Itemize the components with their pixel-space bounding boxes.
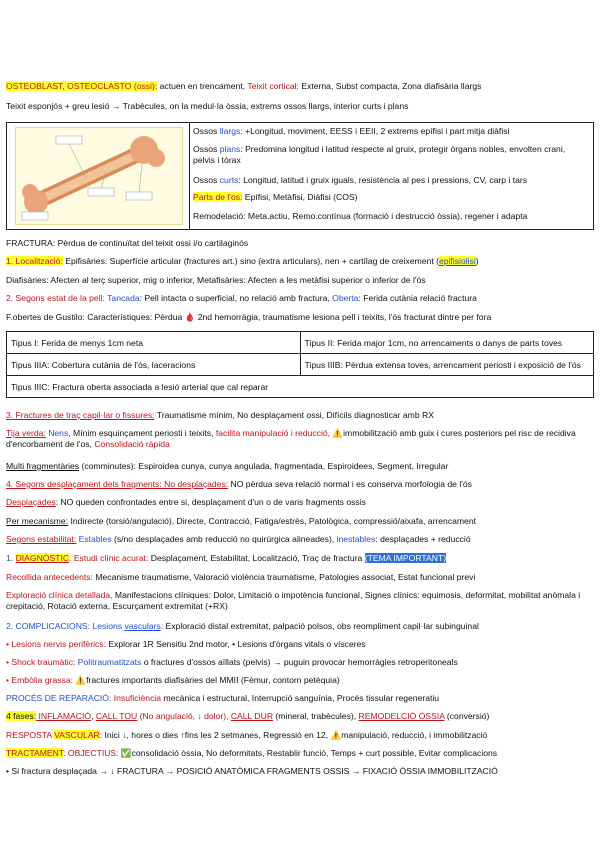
complications-line bbox=[6, 621, 594, 632]
bone-parts-row bbox=[193, 192, 589, 203]
embolism-line bbox=[6, 675, 594, 686]
immobilization-desc: immobilització amb guix i cures posteriors pel risc de recidiva d'encorbament de l'os, bbox=[6, 428, 576, 449]
hairline-term: 3. Fractures de traç capil·lar o fissures: bbox=[6, 410, 155, 420]
embolism-desc: fractures importants diafisàries del MMII (Fèmur, contorn petèquia) bbox=[86, 675, 340, 685]
phase-soft-callus: CALL TOU bbox=[95, 711, 138, 721]
history-line bbox=[6, 572, 594, 583]
treatment-desc: consolidació òssia, No deformitats, Restablir funció, Temps + curt possible, Evitar complicacions bbox=[131, 748, 498, 758]
objectives-term: : OBJECTIUS: bbox=[63, 748, 119, 758]
gustilo-term: F.obertes de Gustilo: Característiques: Pèrdua bbox=[6, 312, 185, 322]
shock-desc: o fractures d'ossos aïllats (pelvis) → puguin provocar hemorràgies retroperitoneals bbox=[141, 657, 458, 667]
diaphyseal-line: Diafisàries: Afecten al terç superior, mig o inferior, Metafisàries: Afecten a les metàfisi superior o inferior de l'ós bbox=[6, 275, 426, 285]
spongy-tissue-line: Teixit esponjós + greu lesió → Trabècules, on la medul·la òssia, extrems ossos llargs, interior curts i plans bbox=[6, 101, 409, 111]
cortical-desc: Externa, Subst compacta, Zona diafisària llargs bbox=[298, 81, 482, 91]
children-term: Nens bbox=[45, 428, 69, 438]
blood-drop-icon: 🩸 bbox=[184, 312, 196, 322]
insufficiency-term: Insuficiència bbox=[111, 693, 162, 703]
displaced-desc: : NO queden confrontades entre si, desplaçament d'un o de varis fragments ossis bbox=[55, 497, 366, 507]
long-bone-illustration bbox=[15, 127, 183, 225]
multifragment-desc: (comminutes): Espiroidea cunya, cunya angulada, fragmentada, Espiroidees, Segment, Irregular bbox=[79, 461, 449, 471]
box-divider bbox=[189, 123, 190, 229]
bone-icon bbox=[16, 128, 182, 224]
shock-term: • Shock traumàtic: bbox=[6, 657, 76, 667]
multifragment-term: Multi fragmentàries bbox=[6, 461, 80, 471]
treatment-line bbox=[6, 748, 594, 759]
vascular-term: vasculars bbox=[124, 621, 161, 631]
complications-term: 2. COMPLICACIONS: Lesions bbox=[6, 621, 125, 631]
examination-desc: Manifestacions clíniques: Dolor, Limitació o impotència funcional, Signes clínics: equimosis, deformitat, mobilitat anòmala i crepitació, Rotació externa, Escurçament extremitat (+RX) bbox=[6, 590, 581, 611]
treatment-term: TRACTAMENT bbox=[6, 748, 64, 758]
soft-callus-desc: (No angulació, ↓ dolor), bbox=[137, 711, 231, 721]
intro-line-osteoblast bbox=[6, 81, 594, 92]
history-term: Recollida antecedents: bbox=[6, 572, 93, 582]
remodeling-phase-desc: (conversió) bbox=[444, 711, 490, 721]
warning-icon: ⚠️ bbox=[73, 675, 87, 685]
stable-desc: (s/no desplaçades amb reducció no quirúrgica alineades), bbox=[111, 534, 337, 544]
examination-term: Exploració clínica detallada, bbox=[6, 590, 113, 600]
short-bones-row bbox=[193, 175, 589, 186]
polytrauma-term: Politraumatitzats bbox=[75, 657, 142, 667]
skin-state-line bbox=[6, 293, 594, 304]
long-bones-row bbox=[193, 126, 589, 137]
flat-bones-prefix: Ossos bbox=[193, 144, 220, 154]
diagnosis-number: 1. bbox=[6, 553, 16, 563]
stability-line bbox=[6, 534, 594, 545]
remodeling-desc: Meta.actiu, Remo.contínua (formació i destrucció òssia), regener i adapta bbox=[245, 211, 528, 221]
hairline-desc: Traumatisme mínim, No desplaçament ossi, Difícils diagnosticar amb RX bbox=[154, 410, 434, 420]
embolism-term: • Embòlia grassa: bbox=[6, 675, 74, 685]
vascular-response-term: VASCULAR bbox=[54, 730, 100, 740]
shock-line bbox=[6, 657, 594, 668]
phase-inflammation: INFLAMACIÓ bbox=[36, 711, 92, 721]
cortical-term: Teixit cortical: bbox=[247, 81, 299, 91]
repair-process-desc: mecànica i estructural, Interrupció sanguínia, Procés tissular regeneratiu bbox=[161, 693, 440, 703]
remodeling-term: Remodelació: bbox=[193, 211, 246, 221]
displacement-line bbox=[6, 479, 594, 490]
response-term: RESPOSTA bbox=[6, 730, 55, 740]
type-3b-cell: Tipus IIIB: Pèrdua extensa toves, arrencament periosti i exposició de l'ós bbox=[300, 354, 594, 376]
hard-callus-desc: (mineral, trabècules), bbox=[273, 711, 359, 721]
phase-remodeling: REMODELCIÓ ÒSSIA bbox=[358, 711, 445, 721]
open-desc: : Ferida cutània relació fractura bbox=[358, 293, 477, 303]
type-3a-cell: Tipus IIIA: Cobertura cutània de l'ós, laceracions bbox=[7, 354, 301, 376]
osteoblast-desc: actuen en trencament, bbox=[157, 81, 248, 91]
phase-hard-callus: CALL DUR bbox=[230, 711, 274, 721]
vascular-colon: : bbox=[160, 621, 164, 631]
short-bones-prefix: Ossos bbox=[193, 175, 220, 185]
mechanism-term: Per mecanisme: bbox=[6, 516, 69, 526]
clinical-study-term: : Estudi clínic acurat: bbox=[69, 553, 149, 563]
diagnosis-term: DIAGNÒSTIC bbox=[15, 553, 70, 563]
response-colon: : bbox=[99, 730, 103, 740]
type-1-cell: Tipus I: Ferida de menys 1cm neta bbox=[7, 332, 301, 354]
response-desc: Inici ↓, hores o dies ↑fins les 2 setmanes, Regressió en 12, bbox=[102, 730, 331, 740]
type-2-cell: Tipus II: Ferida major 1cm, no arrencaments o danys de parts toves bbox=[300, 332, 594, 354]
check-icon: ✅ bbox=[118, 748, 132, 758]
history-desc: Mecanisme traumatisme, Valoració violència traumatisme, Patologies associat, Estat funcional previ bbox=[92, 572, 476, 582]
localization-close: ) bbox=[475, 256, 479, 266]
flat-bones-term: plans bbox=[219, 144, 241, 154]
warning-icon: ⚠️ bbox=[330, 428, 344, 438]
response-warning-desc: manipulació, reducció, i immobilització bbox=[341, 730, 488, 740]
nerves-desc: Explorar 1R Sensitiu 2nd motor, • Lesions d'òrgans vitals o vísceres bbox=[105, 639, 366, 649]
osteoblast-term: OSTEOBLAST, OSTEOCLASTO (ossi): bbox=[6, 81, 158, 91]
multifragment-line bbox=[6, 461, 594, 472]
repair-process-line bbox=[6, 693, 594, 704]
greenstick-term: Tija verda: bbox=[6, 428, 46, 438]
gustilo-types-table bbox=[6, 331, 594, 398]
warning-icon: ⚠️ bbox=[330, 730, 342, 740]
nerves-line bbox=[6, 639, 594, 650]
nerves-term: • Lesions nervis perifèrics: bbox=[6, 639, 106, 649]
long-bones-prefix: Ossos bbox=[193, 126, 220, 136]
stability-term: Segons estabilitat: bbox=[6, 534, 77, 544]
displaced-term: Desplaçades bbox=[6, 497, 56, 507]
displaced-line bbox=[6, 497, 594, 508]
localization-desc: Epifisàries: Superfície articular (fractures art.) sino (extra articulars), nen + cartílag de creixement ( bbox=[62, 256, 439, 266]
stable-term: Estables bbox=[76, 534, 112, 544]
long-bones-term: llargs bbox=[219, 126, 241, 136]
localization-term: 1. Localització: bbox=[6, 256, 63, 266]
long-bones-desc: : +Longitud, moviment, EESS i EEII, 2 extrems epífisi i part mitja diàfisi bbox=[240, 126, 510, 136]
type-3c-cell: Tipus IIIC: Fractura oberta associada a lesió arterial que cal reparar bbox=[7, 376, 594, 398]
phases-line bbox=[6, 711, 594, 722]
repair-process-term: PROCÉS DE REPARACIÓ: bbox=[6, 693, 112, 703]
open-term: Oberta bbox=[332, 293, 359, 303]
short-bones-term: curts bbox=[219, 175, 239, 185]
remodeling-row bbox=[193, 211, 589, 222]
flat-bones-row bbox=[193, 144, 589, 166]
bone-parts-term: Parts de l'os: bbox=[193, 192, 243, 202]
diagnosis-desc: Desplaçament, Estabilitat, Localització, Traç de fractura bbox=[148, 553, 365, 563]
localization-line bbox=[6, 256, 594, 267]
mechanism-desc: Indirecte (torsió/angulació), Directe, Contracció, Fatiga/estrès, Patològica, compressió/aixafa, arrencament bbox=[68, 516, 477, 526]
closed-desc: : Pell intacta o superficial, no relació amb fractura, bbox=[139, 293, 333, 303]
important-topic-badge: (TEMA IMPORTANT) bbox=[364, 553, 447, 563]
displaced-fracture-flow-line: • Si fractura desplaçada → ↓ FRACTURA → POSICIÓ ANATÒMICA FRAGMENTS OSSIS → FIXACIÓ ÒSSIA IMMOBILITZACIÓ bbox=[6, 766, 498, 776]
short-bones-desc: : Longitud, latitud i gruix iguals, resistència al pes i pressions, CV, carp i tars bbox=[238, 175, 528, 185]
gustilo-desc: 2nd hemorràgia, traumatisme lesiona pell i teixits, l'ós fracturat dintre per fora bbox=[195, 312, 492, 322]
table-row bbox=[7, 376, 594, 398]
flat-bones-desc: : Predomina longitud i latitud respecte al gruix, protegir òrgans nobles, envolten crani, pelvis i tòrax bbox=[193, 144, 566, 165]
bone-types-box bbox=[6, 122, 594, 230]
phases-sep: , bbox=[91, 711, 96, 721]
hairline-fracture-line bbox=[6, 410, 594, 421]
displacement-desc: NO pèrdua seva relació normal i es conserva morfologia de l'ós bbox=[228, 479, 472, 489]
skin-state-term: 2. Segons estat de la pell: bbox=[6, 293, 105, 303]
unstable-term: inestables bbox=[336, 534, 376, 544]
epiphysiolysis-term: epifisiolisi bbox=[438, 256, 476, 266]
unstable-desc: : desplaçades + reducció bbox=[375, 534, 471, 544]
gustilo-line bbox=[6, 312, 594, 323]
fast-consolidation-term: Consolidació ràpida bbox=[94, 439, 170, 449]
closed-term: Tancada bbox=[104, 293, 140, 303]
greenstick-paragraph bbox=[6, 428, 594, 450]
displacement-term: 4. Segons desplaçament dels fragments: No desplaçades: bbox=[6, 479, 229, 489]
bone-parts-desc: Epífisi, Metàfisi, Diàfisi (COS) bbox=[242, 192, 358, 202]
greenstick-desc: , Mínim esquinçament periosti i teixits, bbox=[68, 428, 216, 438]
diagnosis-line bbox=[6, 553, 594, 564]
complications-desc: Exploració distal extremitat, palpació polsos, obs reompliment capil·lar subinguinal bbox=[163, 621, 479, 631]
table-row bbox=[7, 354, 594, 376]
mechanism-line bbox=[6, 516, 594, 527]
vascular-response-line bbox=[6, 730, 594, 741]
phases-term: 4 fases: bbox=[6, 711, 37, 721]
manipulation-term: facilita manipulació i reducció, bbox=[215, 428, 331, 438]
examination-paragraph bbox=[6, 590, 594, 612]
fracture-definition: FRACTURA: Pèrdua de continuïtat del teixit ossi i/o cartilaginós bbox=[6, 238, 249, 248]
table-row bbox=[7, 332, 594, 354]
